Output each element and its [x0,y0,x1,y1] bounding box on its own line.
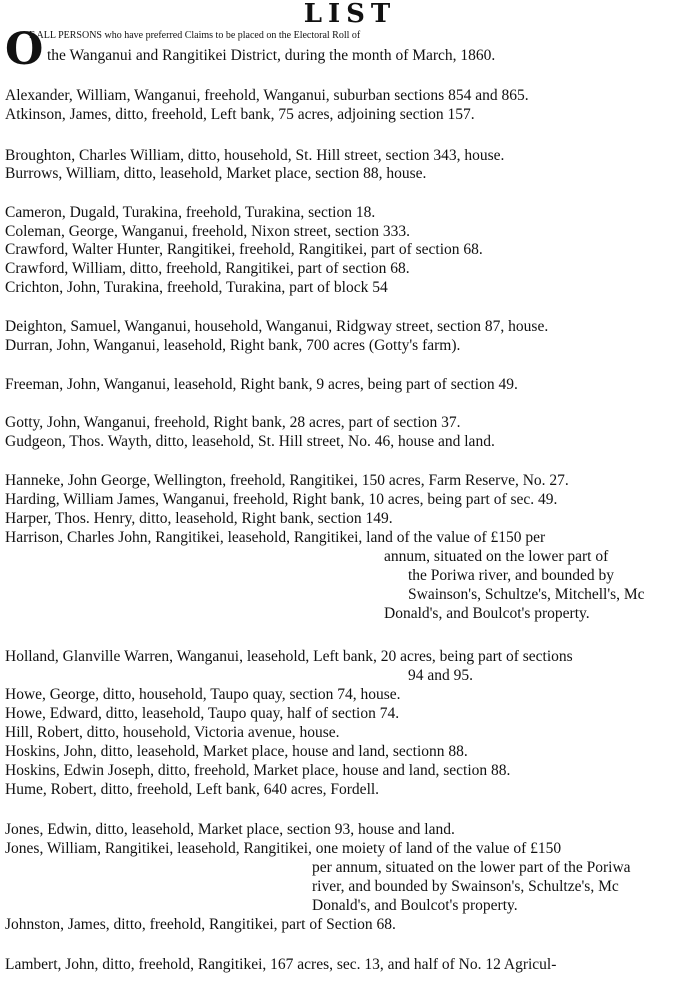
drop-cap: O [5,24,44,75]
list-item: Jones, Edwin, ditto, leasehold, Market place, section 93, house and land. [5,821,455,838]
intro-line-1: F ALL PERSONS who have preferred Claims to be placed on the Electoral Roll of [29,30,361,41]
list-item: Alexander, William, Wanganui, freehold, Wanganui, suburban sections 854 and 865. [5,87,529,104]
list-item-continuation: river, and bounded by Swainson's, Schultze's, Mc [312,878,619,895]
list-item: Howe, George, ditto, household, Taupo quay, section 74, house. [5,686,401,703]
list-item: Holland, Glanville Warren, Wanganui, leasehold, Left bank, 20 acres, being part of sections [5,648,573,665]
list-item: Freeman, John, Wanganui, leasehold, Right bank, 9 acres, being part of section 49. [5,376,518,393]
list-item: Broughton, Charles William, ditto, household, St. Hill street, section 343, house. [5,147,505,164]
list-item: Durran, John, Wanganui, leasehold, Right bank, 700 acres (Gotty's farm). [5,337,461,354]
list-item: Gotty, John, Wanganui, freehold, Right bank, 28 acres, part of section 37. [5,414,461,431]
list-item: Deighton, Samuel, Wanganui, household, Wanganui, Ridgway street, section 87, house. [5,318,549,335]
list-item-continuation: annum, situated on the lower part of [384,548,609,565]
list-item-continuation: Donald's, and Boulcot's property. [312,897,518,914]
list-item: Hoskins, Edwin Joseph, ditto, freehold, Market place, house and land, section 88. [5,762,511,779]
list-item: Howe, Edward, ditto, leasehold, Taupo quay, half of section 74. [5,705,400,722]
list-item: Harrison, Charles John, Rangitikei, leasehold, Rangitikei, land of the value of £150 per [5,529,546,546]
intro-line-2: the Wanganui and Rangitikei District, during the month of March, 1860. [47,47,496,64]
list-item: Harper, Thos. Henry, ditto, leasehold, Right bank, section 149. [5,510,393,527]
list-item-continuation: Donald's, and Boulcot's property. [384,605,590,622]
list-item: Hanneke, John George, Wellington, freehold, Rangitikei, 150 acres, Farm Reserve, No. 27. [5,472,569,489]
list-item: Johnston, James, ditto, freehold, Rangitikei, part of Section 68. [5,916,396,933]
list-item: Crawford, William, ditto, freehold, Rangitikei, part of section 68. [5,260,410,277]
list-item: Cameron, Dugald, Turakina, freehold, Turakina, section 18. [5,204,376,221]
list-item: Hume, Robert, ditto, freehold, Left bank, 640 acres, Fordell. [5,781,380,798]
list-item: Lambert, John, ditto, freehold, Rangitikei, 167 acres, sec. 13, and half of No. 12 Agricul- [5,956,557,973]
list-item-continuation: 94 and 95. [408,667,474,684]
list-item: Gudgeon, Thos. Wayth, ditto, leasehold, St. Hill street, No. 46, house and land. [5,433,495,450]
list-item-continuation: per annum, situated on the lower part of the Poriwa [312,859,631,876]
list-item: Burrows, William, ditto, leasehold, Market place, section 88, house. [5,165,427,182]
list-item: Crichton, John, Turakina, freehold, Turakina, part of block 54 [5,279,388,296]
list-item: Harding, William James, Wanganui, freehold, Right bank, 10 acres, being part of sec. 49. [5,491,558,508]
list-item: Hoskins, John, ditto, leasehold, Market place, house and land, sectionn 88. [5,743,468,760]
list-item-continuation: Swainson's, Schultze's, Mitchell's, Mc [408,586,645,603]
page-title: LIST [303,0,397,29]
list-item: Hill, Robert, ditto, household, Victoria avenue, house. [5,724,340,741]
list-item: Crawford, Walter Hunter, Rangitikei, freehold, Rangitikei, part of section 68. [5,241,483,258]
list-item-continuation: the Poriwa river, and bounded by [408,567,614,584]
intro-paragraph [5,24,700,75]
list-item: Atkinson, James, ditto, freehold, Left bank, 75 acres, adjoining section 157. [5,106,475,123]
list-item: Coleman, George, Wanganui, freehold, Nixon street, section 333. [5,223,410,240]
list-item: Jones, William, Rangitikei, leasehold, Rangitikei, one moiety of land of the value of £150 [5,840,562,857]
